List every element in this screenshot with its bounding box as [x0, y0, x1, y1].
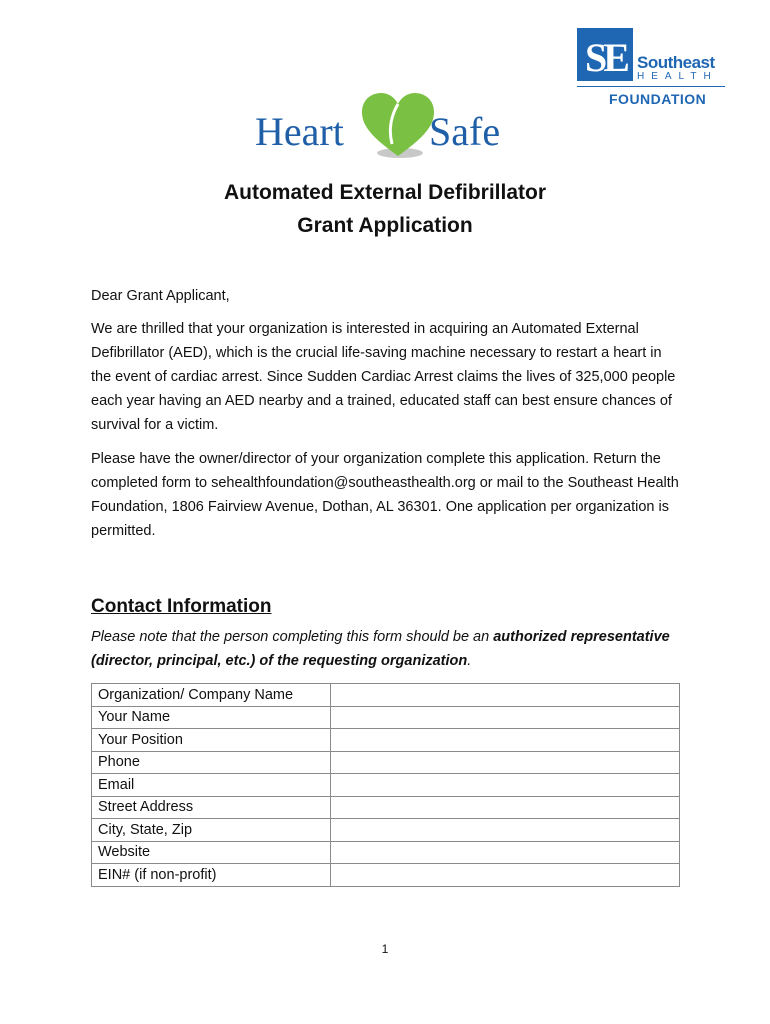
table-row	[92, 684, 680, 707]
se-logo-subname: HEALTH	[637, 71, 718, 82]
heartsafe-logo	[255, 88, 525, 168]
se-logo-divider	[577, 86, 725, 87]
letter-paragraph-1: We are thrilled that your organization is interested in acquiring an Automated External Defibrillator (AED), which is the crucial life-saving machine necessary to restart a heart in the event of cardiac arrest. Since Sudden Cardiac Arrest claims the lives of 325,000 people each year having an AED nearby and a trained, educated staff can best ensure chances of survival for a victim.	[91, 321, 676, 433]
field-label: Your Name	[92, 706, 331, 729]
heartsafe-word-safe: Safe	[429, 109, 501, 154]
field-label: Your Position	[92, 729, 331, 752]
document-title-line2: Grant Application	[297, 214, 473, 237]
letter-paragraph-2: Please have the owner/director of your organization complete this application. Return the completed form to sehealthfoundation@southeasthealth.org or mail to the Southeast Health Foundation, 1806 Fairview Avenue, Dothan, AL 36301. One application per organization is permitted.	[91, 451, 679, 539]
field-label: Street Address	[92, 796, 331, 819]
email-field[interactable]	[331, 774, 680, 797]
table-row	[92, 841, 680, 864]
ein-field[interactable]	[331, 864, 680, 887]
contact-heading: Contact Information	[91, 596, 272, 617]
street-address-field[interactable]	[331, 796, 680, 819]
contact-note	[91, 625, 691, 673]
heart-icon	[358, 90, 438, 160]
se-logo-mark	[577, 28, 633, 81]
table-row	[92, 819, 680, 842]
contact-note-suffix: .	[467, 653, 472, 669]
city-state-zip-field[interactable]	[331, 819, 680, 842]
field-label: Email	[92, 774, 331, 797]
field-label: Website	[92, 841, 331, 864]
page-number: 1	[381, 942, 389, 956]
field-label: Phone	[92, 751, 331, 774]
website-field[interactable]	[331, 841, 680, 864]
your-name-field[interactable]	[331, 706, 680, 729]
heartsafe-word-heart: Heart	[255, 109, 344, 154]
letter-greeting: Dear Grant Applicant,	[91, 288, 230, 304]
se-logo-name: Southeast	[637, 53, 715, 72]
se-logo-foundation: FOUNDATION	[609, 91, 707, 107]
table-row	[92, 796, 680, 819]
field-label: Organization/ Company Name	[92, 684, 331, 707]
table-row	[92, 751, 680, 774]
table-row	[92, 729, 680, 752]
field-label: EIN# (if non-profit)	[92, 864, 331, 887]
contact-note-bold: authorized representative (director, principal, etc.) of the requesting organization	[91, 629, 670, 669]
southeast-health-foundation-logo	[577, 28, 725, 110]
se-logo-letters: SE	[585, 35, 626, 80]
organization-name-field[interactable]	[331, 684, 680, 707]
table-row	[92, 706, 680, 729]
document-title-line1: Automated External Defibrillator	[223, 181, 547, 204]
table-row	[92, 774, 680, 797]
phone-field[interactable]	[331, 751, 680, 774]
table-row	[92, 864, 680, 887]
contact-table	[91, 683, 680, 887]
your-position-field[interactable]	[331, 729, 680, 752]
field-label: City, State, Zip	[92, 819, 331, 842]
contact-note-prefix: Please note that the person completing this form should be an	[91, 629, 494, 645]
